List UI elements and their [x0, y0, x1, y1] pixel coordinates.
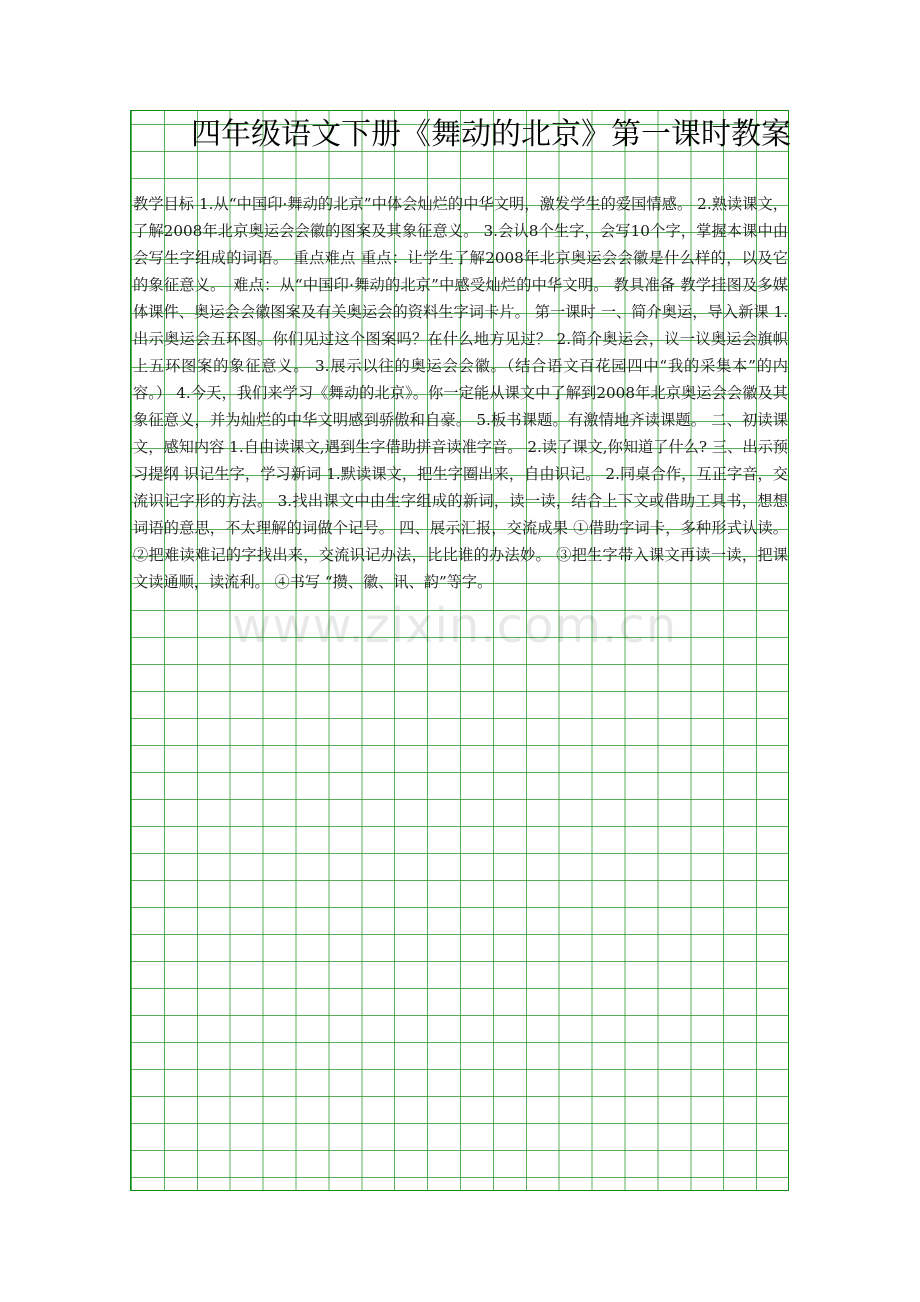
- document-title: 四年级语文下册《舞动的北京》第一课时教案: [191, 117, 791, 152]
- lesson-plan-body: 教学目标 1.从“中国印·舞动的北京”中体会灿烂的中华文明，激发学生的爱国情感。 2.熟读课文，了解2008年北京奥运会会徽的图案及其象征意义。 3.会认8个生字，会写10个字，掌握本课中由会写生字组成的词语。 重点难点 重点：让学生了解2008年北京奥运会会徽是什么样的，以及它的象征意义。 难点：从“中国印·舞动的北京”中感受灿烂的中华文明。 教具准备 教学挂图及多媒体课件、奥运会会徽图案及有关奥运会的资料生字词卡片。 第一课时 一、简介奥运，导入新课 1.出示奥运会五环图。你们见过这个图案吗？在什么地方见过？ 2.简介奥运会，议一议奥运会旗帜上五环图案的象征意义。 3.展示以往的奥运会会徽。（结合语文百花园四中“我的采集本”的内容。） 4.今天，我们来学习《舞动的北京》。你一定能从课文中了解到2008年北京奥运会会徽及其象征意义，并为灿烂的中华文明感到骄傲和自豪。 5.板书课题。有激情地齐读课题。 二、初读课文，感知内容 1.自由读课文,遇到生字借助拼音读准字音。 2.读了课文,你知道了什么? 三、出示预习提纲 识记生字，学习新词 1.默读课文，把生字圈出来，自由识记。 2.同桌合作，互正字音，交流识记字形的方法。 3.找出课文中由生字组成的新词，读一读，结合上下文或借助工具书，想想词语的意思，不太理解的词做个记号。 四、展示汇报，交流成果 ①借助字词卡，多种形式认读。 ②把难读难记的字找出来，交流识记办法，比比谁的办法妙。 ③把生字带入课文再读一读，把课文读通顺，读流利。 ④书写 “攒、徽、讯、韵”等字。: [133, 195, 788, 591]
- grid-paper-page: [130, 110, 789, 1191]
